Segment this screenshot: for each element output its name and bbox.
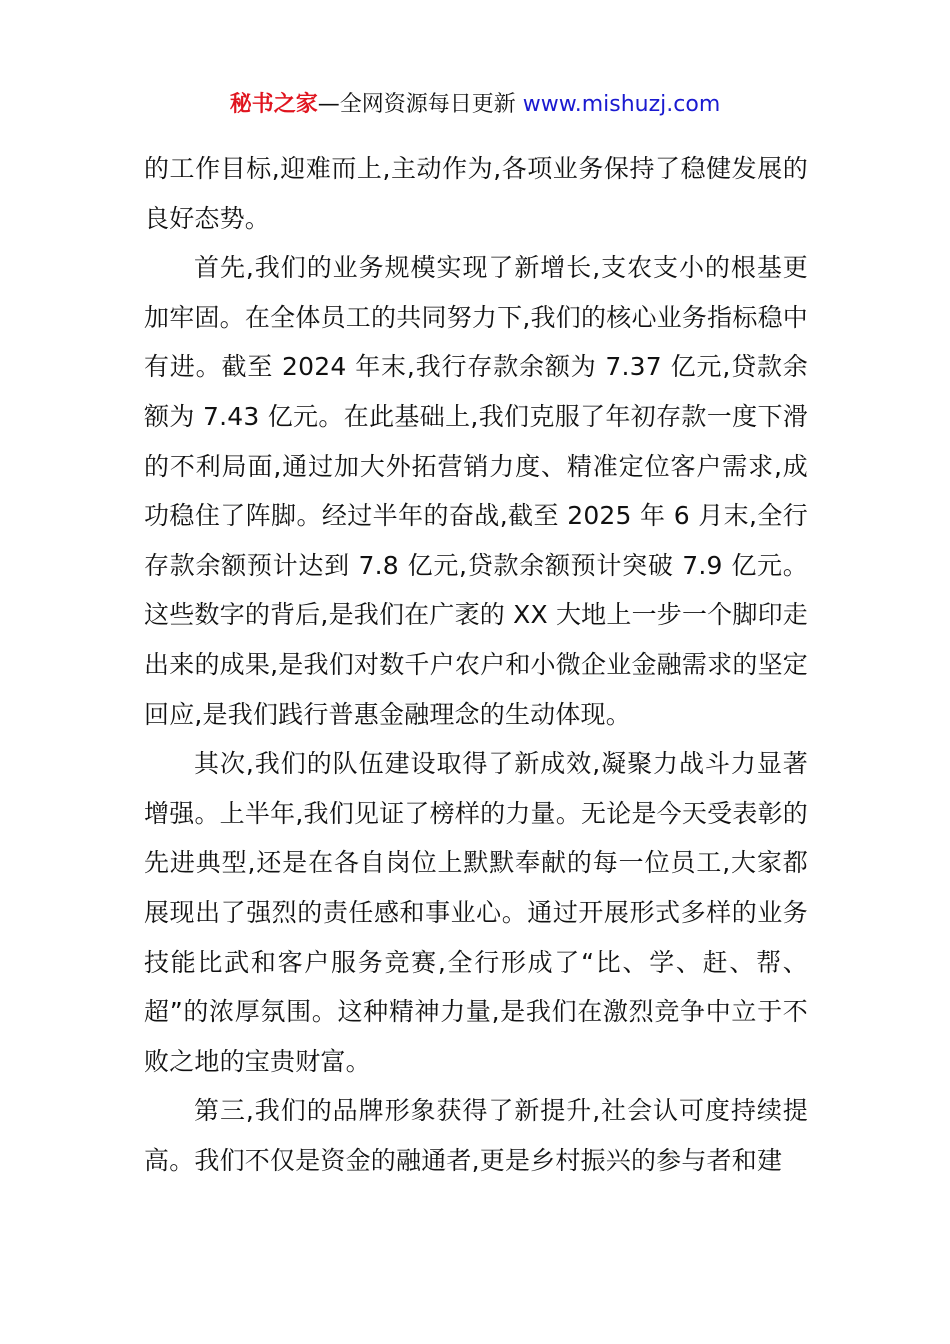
site-tagline: —全网资源每日更新 (317, 92, 523, 117)
paragraph-third-point: 第三,我们的品牌形象获得了新提升,社会认可度持续提高。我们不仅是资金的融通者,更是乡村振兴的参与者和建 (144, 1096, 808, 1175)
document-body (144, 144, 808, 1185)
paragraph-continued: 的工作目标,迎难而上,主动作为,各项业务保持了稳健发展的良好态势。 (144, 154, 808, 233)
site-brand: 秘书之家 (229, 92, 318, 117)
paragraph-second-point: 其次,我们的队伍建设取得了新成效,凝聚力战斗力显著增强。上半年,我们见证了榜样的力量。无论是今天受表彰的先进典型,还是在各自岗位上默默奉献的每一位员工,大家都展现出了强烈的责任感和事业心。通过开展形式多样的业务技能比武和客户服务竞赛,全行形成了“比、学、赶、帮、超”的浓厚氛围。这种精神力量,是我们在激烈竞争中立于不败之地的宝贵财富。 (144, 749, 808, 1076)
paragraph-first-point: 首先,我们的业务规模实现了新增长,支农支小的根基更加牢固。在全体员工的共同努力下,我们的核心业务指标稳中有进。截至 2024 年末,我行存款余额为 7.37 亿元,贷款余额为 7.43 亿元。在此基础上,我们克服了年初存款一度下滑的不利局面,通过加大外拓营销力度、精准定位客户需求,成功稳住了阵脚。经过半年的奋战,截至 2025 年 6 月末,全行存款余额预计达到 7.8 亿元,贷款余额预计突破 7.9 亿元。这些数字的背后,是我们在广袤的 XX 大地上一步一个脚印走出来的成果,是我们对数千户农户和小微企业金融需求的坚定回应,是我们践行普惠金融理念的生动体现。 (144, 253, 808, 729)
site-header (0, 88, 950, 122)
site-url-link[interactable]: www.mishuzj.com (522, 92, 721, 117)
